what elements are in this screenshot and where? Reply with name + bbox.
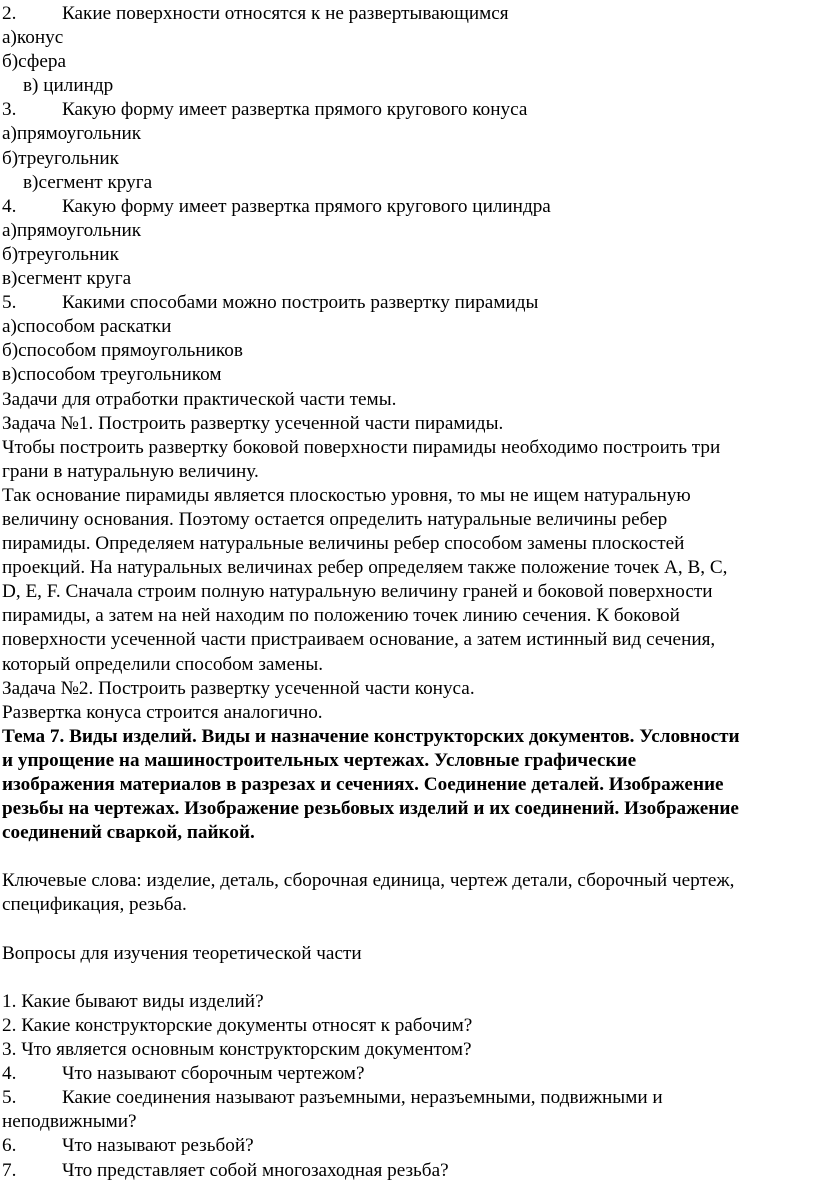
tasks-heading: Задачи для отработки практической части темы. [2, 388, 397, 410]
question-number: 6. [2, 1135, 17, 1157]
question-number: 4. [2, 1063, 17, 1085]
answer-option: а)способом раскатки [2, 316, 172, 338]
question-3 [2, 98, 812, 122]
answer-option: б)сфера [2, 51, 66, 73]
question-text: Что называют сборочным чертежом? [62, 1063, 365, 1085]
question-number: 7. [2, 1159, 17, 1181]
theory-heading: Вопросы для изучения теоретической части [2, 942, 362, 964]
question-number: 5. [2, 1087, 17, 1109]
task-1-paragraph-2-line: величину основания. Поэтому остается определить натуральные величины ребер [2, 508, 668, 530]
task-1-paragraph-2-line: поверхности усеченной части пристраиваем основание, а затем истинный вид сечения, [2, 629, 716, 651]
task-1-paragraph-2-line: Так основание пирамиды является плоскостью уровня, то мы не ищем натуральную [2, 484, 691, 506]
task-1-paragraph-2-line: D, E, F. Сначала строим полную натуральную величину граней и боковой поверхности [2, 581, 713, 603]
spacer [2, 966, 812, 990]
topic-heading-line: изображения материалов в разрезах и сечениях. Соединение деталей. Изображение [2, 774, 724, 795]
theory-question-1: 1. Какие бывают виды изделий? [2, 990, 264, 1012]
topic-heading-line: Тема 7. Виды изделий. Виды и назначение конструкторских документов. Условности [2, 725, 740, 747]
task-2-text: Развертка конуса строится аналогично. [2, 701, 323, 723]
question-2 [2, 2, 812, 26]
spacer [2, 918, 812, 942]
theory-question-6 [2, 1134, 812, 1158]
answer-option: б)способом прямоугольников [2, 340, 243, 362]
task-1-title: Задача №1. Построить развертку усеченной части пирамиды. [2, 412, 504, 434]
topic-heading-line: соединений сваркой, пайкой. [2, 822, 255, 844]
answer-option: б)треугольник [2, 243, 119, 265]
question-number: 4. [2, 195, 17, 217]
question-number: 3. [2, 99, 17, 121]
topic-heading-line: резьбы на чертежах. Изображение резьбовых изделий и их соединений. Изображение [2, 798, 739, 820]
question-text: Какие соединения называют разъемными, неразъемными, подвижными и [62, 1087, 663, 1109]
answer-option: а)конус [2, 27, 64, 49]
answer-option: в) цилиндр [23, 75, 114, 97]
theory-question-7 [2, 1159, 812, 1183]
answer-option: в)способом треугольником [2, 364, 222, 386]
question-text: Какую форму имеет развертка прямого кругового конуса [62, 99, 528, 121]
question-number: 2. [2, 3, 17, 24]
answer-option: а)прямоугольник [2, 123, 142, 145]
answer-option: в)сегмент круга [2, 268, 132, 290]
task-1-paragraph-2-line: пирамиды, а затем на ней находим по положению точек линию сечения. К боковой [2, 605, 680, 627]
topic-heading-line: и упрощение на машиностроительных чертежах. Условные графические [2, 749, 637, 771]
task-1-paragraph-1-line: грани в натуральную величину. [2, 460, 259, 482]
theory-question-3: 3. Что является основным конструкторским документом? [2, 1039, 472, 1061]
question-5 [2, 291, 812, 315]
keywords-line: спецификация, резьба. [2, 894, 187, 916]
question-text: Какую форму имеет развертка прямого кругового цилиндра [62, 195, 551, 217]
answer-option: б)треугольник [2, 147, 119, 169]
theory-question-2: 2. Какие конструкторские документы относят к рабочим? [2, 1014, 473, 1036]
question-number: 5. [2, 292, 17, 314]
answer-option: а)прямоугольник [2, 219, 142, 241]
question-4 [2, 195, 812, 219]
task-1-paragraph-2-line: проекций. На натуральных величинах ребер определяем также положение точек А, В, С, [2, 557, 728, 579]
task-2-title: Задача №2. Построить развертку усеченной части конуса. [2, 677, 475, 699]
question-text: Что представляет собой многозаходная резьба? [62, 1159, 449, 1181]
document-page [2, 2, 812, 1183]
theory-question-5-continuation: неподвижными? [2, 1111, 137, 1133]
task-1-paragraph-2-line: пирамиды. Определяем натуральные величины ребер способом замены плоскостей [2, 533, 685, 555]
spacer [2, 845, 812, 869]
keywords-line: Ключевые слова: изделие, деталь, сборочная единица, чертеж детали, сборочный чертеж, [2, 870, 735, 892]
question-text: Какими способами можно построить развертку пирамиды [62, 292, 539, 314]
theory-question-5 [2, 1086, 812, 1110]
task-1-paragraph-2-line: который определили способом замены. [2, 653, 324, 675]
question-text: Что называют резьбой? [62, 1135, 254, 1157]
answer-option: в)сегмент круга [23, 171, 153, 193]
theory-question-4 [2, 1062, 812, 1086]
question-text: Какие поверхности относятся к не развертывающимся [62, 3, 509, 24]
task-1-paragraph-1-line: Чтобы построить развертку боковой поверхности пирамиды необходимо построить три [2, 436, 721, 458]
